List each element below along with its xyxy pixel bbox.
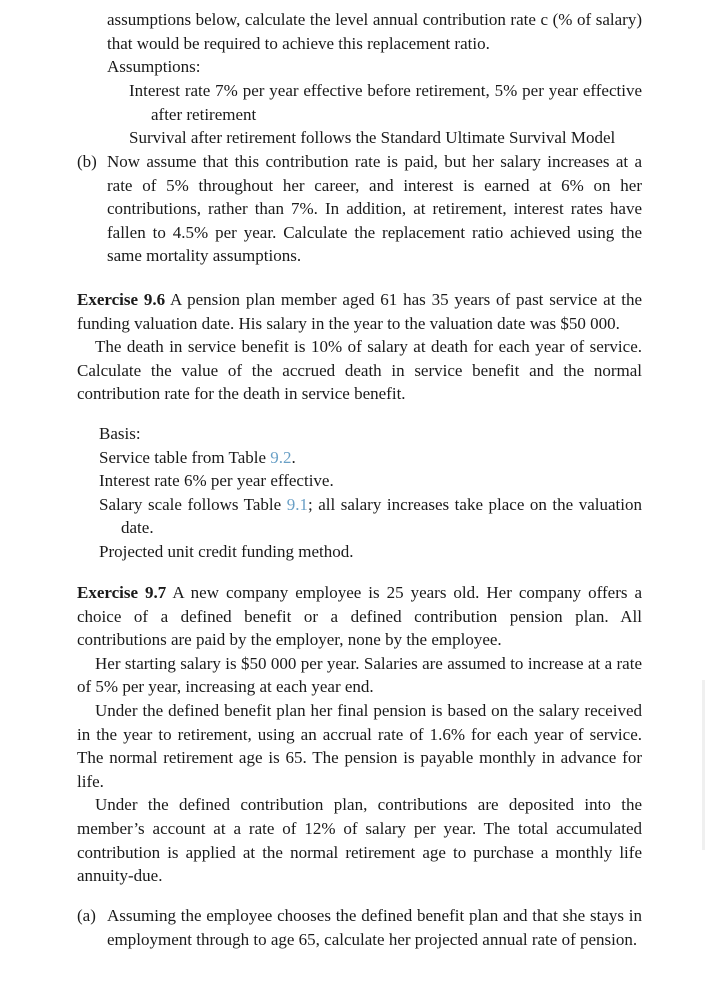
assumption-interest: Interest rate 7% per year effective before retirement, 5% per year effective after retirement xyxy=(129,81,642,124)
basis-interest: Interest rate 6% per year effective. xyxy=(99,471,334,491)
exercise-9-6-body: The death in service benefit is 10% of salary at death for each year of service. Calculate the value of the accrued death in service benefit and the normal contribution rate for the death in service benefit. xyxy=(77,337,642,404)
basis-salary-scale: Salary scale follows Table 9.1; all salary increases take place on the valuation date. xyxy=(99,494,642,538)
exercise-9-7 xyxy=(77,581,642,888)
exercise-9-6-title: Exercise 9.6 xyxy=(77,290,166,309)
exercise-9-6-basis xyxy=(99,422,642,564)
part-b-label: (b) xyxy=(77,152,97,171)
assumption-survival: Survival after retirement follows the Standard Ultimate Survival Model xyxy=(129,128,616,147)
exercise-9-7-dc-plan: Under the defined contribution plan, contributions are deposited into the member’s account at a rate of 12% of salary per year. The total accumulated contribution is applied at the normal retirement age to purchase a monthly life annuity-due. xyxy=(77,795,642,886)
part-a-text: assumptions below, calculate the level annual contribution rate c (% of salary) that would be required to achieve this replacement ratio. xyxy=(107,10,642,53)
exercise-9-7-title: Exercise 9.7 xyxy=(77,583,167,602)
basis-service-table: Service table from Table 9.2. xyxy=(99,447,296,467)
exercise-9-7-part-a: Assuming the employee chooses the defined benefit plan and that she stays in employment through to age 65, calculate her projected annual rate of pension. xyxy=(107,906,642,949)
table-9-2-link[interactable]: 9.2 xyxy=(270,447,292,467)
basis-label: Basis: xyxy=(99,424,141,443)
exercise-9-6-intro: Exercise 9.6 A pension plan member aged 61 has 35 years of past service at the funding valuation date. His salary in the year to the valuation date was $50 000. xyxy=(77,290,642,333)
assumptions-heading: Assumptions: xyxy=(107,57,201,76)
part-a-continuation xyxy=(107,8,642,55)
exercise-9-7-salary: Her starting salary is $50 000 per year. Salaries are assumed to increase at a rate of 5% per year, increasing at each year end. xyxy=(77,653,642,697)
exercise-9-7-intro: Exercise 9.7 A new company employee is 25 years old. Her company offers a choice of a defined benefit or a defined contribution pension plan. All contributions are paid by the employer, none by the employee. xyxy=(77,583,642,650)
part-a-label: (a) xyxy=(77,906,96,925)
basis-funding-method: Projected unit credit funding method. xyxy=(99,541,354,561)
exercise-9-7-db-plan: Under the defined benefit plan her final pension is based on the salary received in the year to retirement, using an accrual rate of 1.6% for each year of service. The normal retirement age is 65. The pension is payable monthly in advance for life. xyxy=(77,700,642,791)
exercise-9-6 xyxy=(77,288,642,406)
part-b-text: Now assume that this contribution rate is paid, but her salary increases at a rate of 5% throughout her career, and interest is earned at 6% on her contributions, rather than 7%. In addition, at retirement, interest rates have fallen to 4.5% per year. Calculate the replacement ratio achieved using the same mortality assumptions. xyxy=(107,152,642,266)
table-9-1-link[interactable]: 9.1 xyxy=(286,494,308,514)
